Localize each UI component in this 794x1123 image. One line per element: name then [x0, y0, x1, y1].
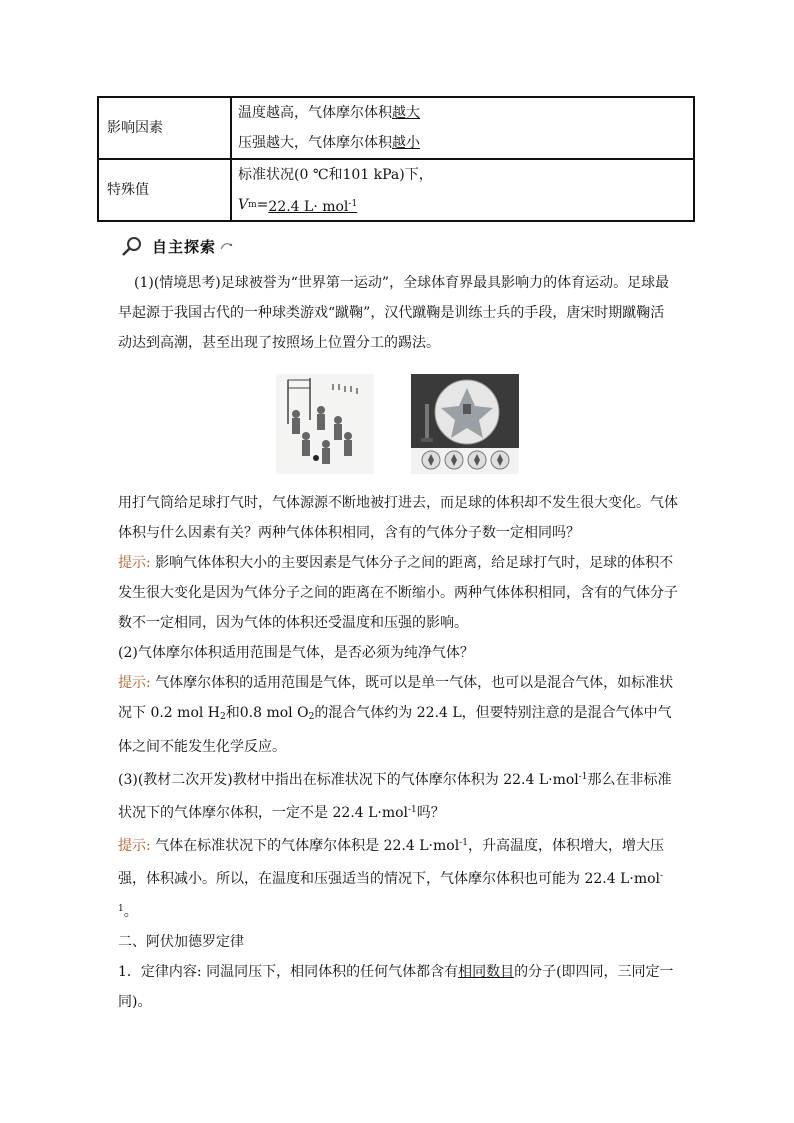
- paragraph: [118, 762, 678, 828]
- tip-text: 影响气体体积大小的主要因素是气体分子之间的距离，给足球打气时，足球的体积不发生很大变化是因为气体分子之间的距离在不断缩小。两种气体体积相同，含有的气体分子数不一定相同，因为气体的体积还受温度和压强的影响。: [118, 555, 678, 631]
- vm-symbol: V: [238, 197, 249, 213]
- tip-paragraph: [118, 828, 678, 927]
- cuju-illustration: [276, 374, 374, 474]
- tip-paragraph: [118, 668, 678, 762]
- question-1-intro: [118, 268, 678, 358]
- tip-label: 提示:: [118, 675, 151, 691]
- factor-text: 温度越高，气体摩尔体积: [238, 105, 392, 121]
- tip-text: 气体摩尔体积的适用范围是气体，既可以是单一气体，也可以是混合气体，如标准状况下 0.2 mol H: [118, 675, 674, 721]
- table-row: [98, 159, 694, 221]
- section-heading: 二、阿伏加德罗定律: [118, 934, 244, 950]
- tip-label: 提示:: [118, 555, 151, 571]
- vm-value: [238, 190, 693, 220]
- tip-text: 和0.8 mol O: [225, 705, 309, 721]
- tip-label: 提示:: [118, 838, 151, 854]
- section-header-explore: [120, 235, 233, 257]
- text: 那么在非标准状况下的气体摩尔体积，一定不是 22.4 L·mol: [118, 772, 672, 821]
- law-paragraph: [118, 957, 678, 1017]
- factor-text: 压强越大，气体摩尔体积: [238, 135, 392, 151]
- vm-subscript: m: [248, 200, 257, 210]
- superscript: -1: [118, 871, 664, 914]
- tip-paragraph: [118, 548, 678, 638]
- vm-number: 22.4 L· mol: [268, 198, 349, 215]
- paragraph: (2)气体摩尔体积适用范围是气体，是否必须为纯净气体？: [118, 645, 474, 661]
- tip-text: 气体在标准状况下的气体摩尔体积是 22.4 L·mol: [150, 838, 460, 854]
- row-body-special: [231, 159, 694, 221]
- factor-answer: 越小: [392, 135, 420, 151]
- superscript: -1: [459, 838, 468, 848]
- vm-answer: [268, 194, 357, 217]
- answer-underlined: 相同数目: [458, 964, 515, 980]
- vm-superscript: -1: [348, 198, 358, 209]
- superscript: -1: [408, 805, 417, 815]
- tip-text: 的混合气体约为 22.4 L，但要特别注意的是混合气体中气体之间不能发生化学反应。: [118, 705, 672, 755]
- section-title: 自主探索: [152, 237, 217, 256]
- text: 1．定律内容: 同温同压下，相同体积的任何气体都含有: [118, 964, 459, 980]
- stp-condition: 标准状况(0 ℃和101 kPa)下，: [238, 167, 433, 183]
- paragraph: 用打气筒给足球打气时，气体源源不断地被打进去，而足球的体积却不发生很大变化。气体体积与什么因素有关？两种气体体积相同，含有的气体分子数一定相同吗？: [118, 495, 678, 541]
- text: 的分子(即四同，三同定一同)。: [118, 964, 674, 1010]
- superscript: -1: [578, 772, 588, 782]
- magnifier-icon: [120, 235, 146, 257]
- sparkle-icon: [219, 239, 233, 253]
- row-body-factors: [231, 97, 694, 159]
- gas-molar-volume-table: [97, 96, 695, 222]
- subscript: 2: [220, 712, 226, 722]
- tip-text: 。: [123, 904, 138, 920]
- row-head-factors: 影响因素: [98, 97, 231, 159]
- row-head-special: 特殊值: [98, 159, 231, 221]
- text: (3)(教材二次开发)教材中指出在标准状况下的气体摩尔体积为 22.4 L·mol: [118, 772, 579, 788]
- subscript: 2: [308, 712, 315, 722]
- football-photo: [411, 374, 519, 474]
- text: 吗？: [416, 805, 445, 821]
- factor-temperature: [238, 98, 693, 128]
- tip-text: ，升高温度，体积增大，增大压强，体积减小。所以，在温度和压强适当的情况下，气体摩尔体积也可能为 22.4 L·mol: [118, 838, 664, 887]
- question-1-body: [118, 488, 678, 1017]
- factor-pressure: [238, 128, 693, 158]
- vm-equals: =: [256, 197, 269, 213]
- factor-answer: 越大: [392, 105, 420, 121]
- table-row: [98, 97, 694, 159]
- paragraph: (1)(情境思考)足球被誉为“世界第一运动”，全球体育界最具影响力的体育运动。足球最早起源于我国古代的一种球类游戏“蹴鞠”，汉代蹴鞠是训练士兵的手段，唐宋时期蹴鞠活动达到高潮，甚至出现了按照场上位置分工的踢法。: [118, 275, 670, 351]
